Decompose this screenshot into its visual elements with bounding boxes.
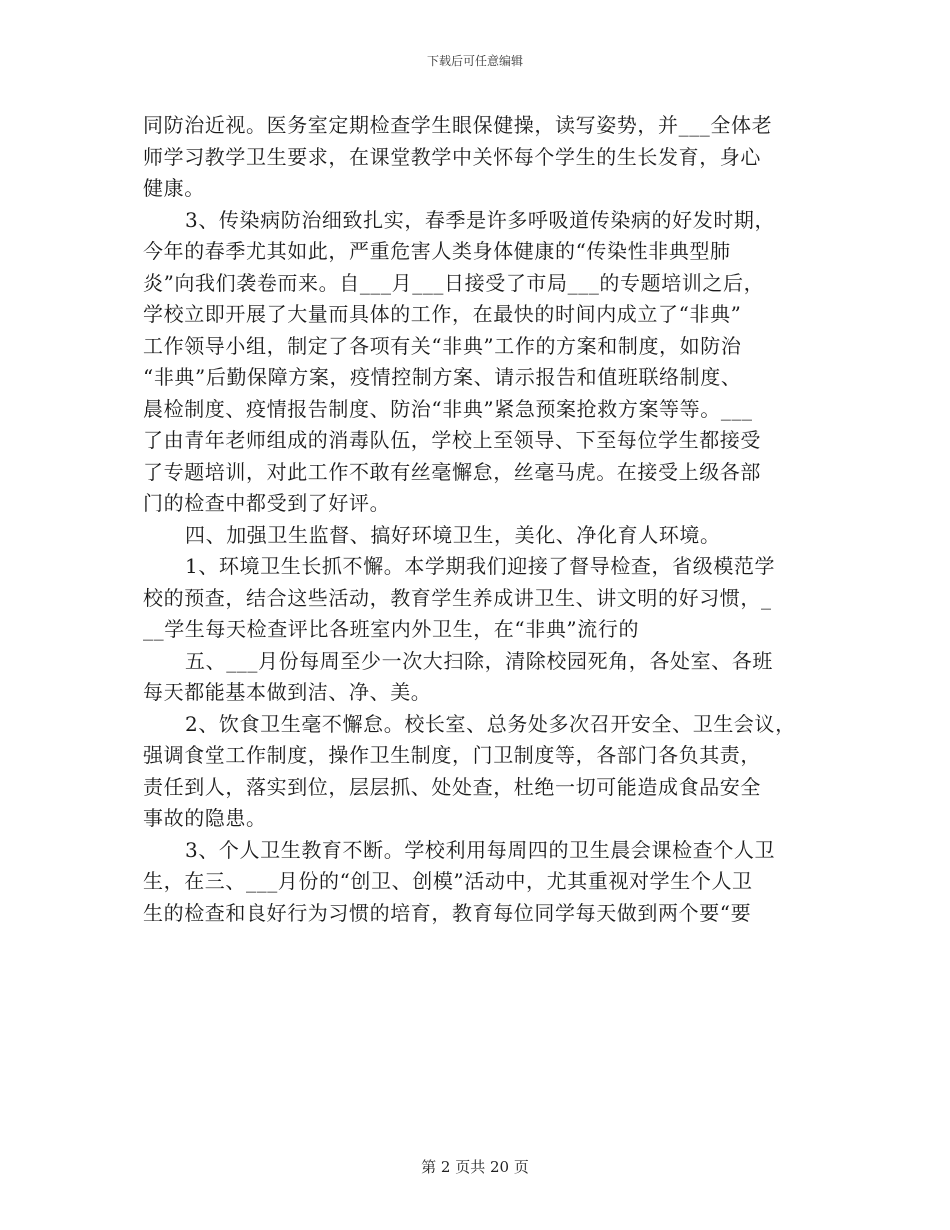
text-line: 学校立即开展了大量而具体的工作，在最快的时间内成立了“非典” [143, 302, 742, 326]
text-line: “非典”后勤保障方案，疫情控制方案、请示报告和值班联络制度、 [143, 365, 742, 389]
text-line: 生，在三、___月份的“创卫、创模”活动中，尤其重视对学生个人卫 [143, 869, 753, 893]
text-line: 3、传染病防治细致扎实，春季是许多呼吸道传染病的好发时期， [185, 207, 776, 232]
text-line: 了专题培训，对此工作不敢有丝毫懈怠，丝毫马虎。在接受上级各部 [143, 459, 761, 484]
text-line: 工作领导小组，制定了各项有关“非典”工作的方案和制度，如防治 [143, 333, 742, 358]
page-header: 下载后可任意编辑 [426, 54, 523, 68]
text-line: 师学习教学卫生要求，在课堂教学中关怀每个学生的生长发育，身心 [143, 144, 761, 169]
text-line: 健康。 [143, 176, 205, 200]
text-line: 1、环境卫生长抓不懈。本学期我们迎接了督导检查，省级模范学 [185, 554, 776, 578]
page-footer: 第 2 页共 20 页 [421, 1158, 529, 1176]
text-line: 生的检查和良好行为习惯的培育，教育每位同学每天做到两个要“要 [143, 900, 752, 925]
document-body [143, 110, 823, 929]
text-line: 炎”向我们袭卷而来。自___月___日接受了市局___的专题培训之后， [143, 270, 765, 295]
text-line: 五、___月份每周至少一次大扫除，清除校园死角，各处室、各班 [185, 648, 773, 673]
text-line: 了由青年老师组成的消毒队伍，学校上至领导、下至每位学生都接受 [143, 428, 761, 452]
text-line: 事故的隐患。 [143, 806, 267, 830]
text-line: __学生每天检查评比各班室内外卫生，在“非典”流行的 [143, 617, 640, 641]
text-line: 强调食堂工作制度，操作卫生制度，门卫制度等，各部门各负其责， [143, 743, 761, 767]
text-line: 每天都能基本做到洁、净、美。 [143, 680, 432, 704]
text-line: 今年的春季尤其如此，严重危害人类身体健康的“传染性非典型肺 [143, 239, 731, 263]
text-line: 责任到人，落实到位，层层抓、处处查，杜绝一切可能造成食品安全 [143, 774, 761, 799]
text-line: 门的检查中都受到了好评。 [143, 491, 391, 515]
text-line: 3、个人卫生教育不断。学校利用每周四的卫生晨会课检查个人卫 [185, 837, 776, 862]
text-line: 同防治近视。医务室定期检查学生眼保健操，读写姿势，并___全体老 [143, 113, 773, 137]
text-line: 四、加强卫生监督、搞好环境卫生，美化、净化育人环境。 [185, 522, 721, 547]
text-line: 校的预查，结合这些活动，教育学生养成讲卫生、讲文明的好习惯，_ [143, 585, 772, 610]
text-line: 2、饮食卫生毫不懈怠。校长室、总务处多次召开安全、卫生会议， [185, 711, 796, 736]
text-line: 晨检制度、疫情报告制度、防治“非典”紧急预案抢救方案等等。___ [143, 396, 753, 421]
